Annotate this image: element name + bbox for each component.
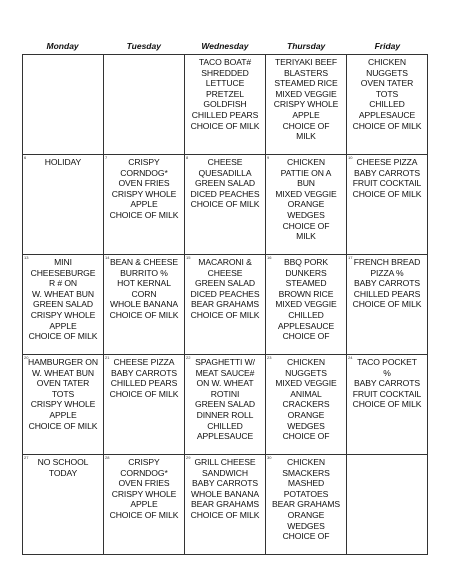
menu-item-line: APPLE — [49, 409, 77, 420]
menu-item-line: HOT KERNAL — [117, 278, 171, 289]
menu-item-line: OVEN TATER — [36, 378, 90, 389]
day-cell — [185, 355, 266, 455]
day-number: 16 — [267, 255, 272, 260]
menu-item-line: CRACKERS — [282, 399, 330, 410]
day-cell — [23, 255, 104, 355]
menu-item-line: HAMBURGER ON — [28, 357, 98, 367]
menu-item-line: CHOICE OF MILK — [109, 209, 179, 220]
day-number: 22 — [186, 355, 191, 360]
menu-item-line: APPLESAUCE — [277, 320, 335, 331]
menu-item-line: GREEN SALAD — [194, 178, 256, 189]
day-number: 13 — [24, 255, 29, 260]
menu-item-line: ORANGE — [287, 509, 325, 520]
day-cell — [104, 55, 185, 155]
menu-item-line: WHOLE BANANA — [190, 488, 260, 499]
menu-item-line: CHILLED — [288, 309, 324, 320]
menu-item-line: BABY CARROTS — [192, 478, 258, 489]
lunch-menu-calendar — [22, 38, 428, 555]
menu-item-line: MINI — [54, 257, 72, 267]
menu-item-line: CHILLED PEARS — [110, 378, 178, 389]
menu-item-line: CHICKEN — [287, 357, 325, 367]
menu-item-line: CHOICE OF MILK — [352, 299, 422, 310]
menu-item-line: W. WHEAT BUN — [32, 288, 94, 299]
day-cell — [185, 255, 266, 355]
menu-item-line: OVEN FRIES — [118, 178, 170, 189]
menu-item-line: ROTINI — [210, 388, 240, 399]
menu-item-line: CHOICE OF MILK — [190, 309, 260, 320]
day-cell — [104, 455, 185, 555]
menu-item-line: CHOICE OF MILK — [109, 509, 179, 520]
menu-item-line: DICED PEACHES — [190, 288, 260, 299]
menu-item-line: BROWN RICE — [278, 288, 334, 299]
menu-item-line: POTATOES — [283, 488, 329, 499]
menu-item-line: CHOICE OF MILK — [28, 420, 98, 431]
menu-item-line: BABY CARROTS — [354, 167, 420, 178]
menu-item-line: SANDWICH — [202, 467, 248, 478]
menu-item-line: MILK — [296, 231, 316, 242]
menu-item-line: CHOICE OF — [282, 220, 330, 231]
menu-item-line: BABY CARROTS — [354, 378, 420, 389]
menu-item-line: APPLE — [292, 109, 320, 120]
menu-item-line: CHOICE OF MILK — [190, 199, 260, 210]
menu-item-line: HOLIDAY — [44, 157, 82, 167]
menu-item-line: STEAMED — [285, 278, 327, 289]
menu-item-line: CHEESE — [207, 157, 243, 167]
day-cell — [347, 55, 428, 155]
menu-item-line: WEDGES — [287, 209, 325, 220]
day-number: 9 — [267, 155, 270, 160]
menu-items — [105, 457, 183, 521]
menu-item-line: CHOICE OF — [282, 120, 330, 131]
menu-item-line: SPAGHETTI W/ — [195, 357, 255, 367]
week-row — [23, 455, 428, 555]
day-number: 17 — [348, 255, 353, 260]
menu-items — [348, 157, 426, 199]
menu-item-line: CHILLED — [207, 420, 243, 431]
menu-item-line: CRISPY — [128, 157, 160, 167]
day-number: 10 — [348, 155, 353, 160]
menu-item-line: TOTS — [375, 88, 399, 99]
day-cell — [104, 255, 185, 355]
menu-items — [105, 357, 183, 399]
menu-item-line: GOLDFISH — [203, 99, 247, 110]
menu-item-line: CRISPY WHOLE — [30, 399, 96, 410]
menu-item-line: BBQ PORK — [283, 257, 329, 267]
calendar-grid — [22, 54, 428, 555]
day-cell — [23, 155, 104, 255]
menu-item-line: APPLE — [49, 320, 77, 331]
menu-items — [348, 357, 426, 410]
menu-item-line: MILK — [296, 131, 316, 142]
menu-item-line: BLASTERS — [283, 67, 329, 78]
day-number: 23 — [267, 355, 272, 360]
menu-item-line: TERIYAKI BEEF — [274, 57, 338, 67]
day-cell — [347, 455, 428, 555]
menu-item-line: OVEN FRIES — [118, 478, 170, 489]
menu-item-line: TODAY — [48, 467, 78, 478]
menu-item-line: CHOICE OF — [282, 431, 330, 442]
menu-item-line: CHEESEBURGE — [30, 267, 96, 278]
menu-item-line: ON W. WHEAT — [196, 378, 254, 389]
menu-item-line: % — [383, 367, 391, 378]
day-number: 15 — [186, 255, 191, 260]
menu-item-line: MASHED — [287, 478, 325, 489]
menu-item-line: NUGGETS — [366, 67, 408, 78]
menu-item-line: CHOICE OF MILK — [190, 509, 260, 520]
menu-item-line: CRISPY — [128, 457, 160, 467]
menu-item-line: MIXED VEGGIE — [275, 188, 337, 199]
menu-item-line: CRISPY WHOLE — [273, 99, 339, 110]
menu-items — [24, 357, 102, 431]
menu-items — [105, 157, 183, 221]
day-cell — [266, 155, 347, 255]
menu-item-line: WHOLE BANANA — [109, 299, 179, 310]
menu-item-line: OVEN TATER — [360, 78, 414, 89]
menu-item-line: CRISPY WHOLE — [30, 309, 96, 320]
menu-item-line: CHOICE OF MILK — [190, 120, 260, 131]
menu-item-line: GRILL CHEESE — [194, 457, 256, 467]
menu-item-line: CHICKEN — [368, 57, 406, 67]
day-number: 6 — [24, 155, 27, 160]
weekday-header-row — [22, 38, 428, 54]
day-number: 24 — [348, 355, 353, 360]
day-cell — [185, 55, 266, 155]
menu-item-line: CHOICE OF — [282, 531, 330, 542]
day-cell — [266, 355, 347, 455]
menu-item-line: MIXED VEGGIE — [275, 378, 337, 389]
menu-item-line: CHICKEN — [287, 157, 325, 167]
menu-items — [186, 57, 264, 131]
menu-item-line: APPLE — [130, 199, 158, 210]
header-monday: Monday — [46, 41, 79, 51]
day-number: 30 — [267, 455, 272, 460]
menu-item-line: DICED PEACHES — [190, 188, 260, 199]
menu-item-line: NO SCHOOL — [37, 457, 89, 467]
menu-items — [267, 157, 345, 242]
menu-items — [186, 457, 264, 521]
menu-item-line: BEAR GRAHAMS — [271, 499, 341, 510]
menu-item-line: PATTIE ON A — [280, 167, 332, 178]
menu-item-line: CRISPY WHOLE — [111, 188, 177, 199]
menu-item-line: BEAR GRAHAMS — [190, 499, 260, 510]
menu-item-line: GREEN SALAD — [194, 399, 256, 410]
menu-item-line: FRENCH BREAD — [353, 257, 421, 267]
menu-item-line: CHICKEN — [287, 457, 325, 467]
day-number: 21 — [105, 355, 110, 360]
menu-item-line: R # ON — [48, 278, 78, 289]
menu-item-line: GREEN SALAD — [194, 278, 256, 289]
menu-item-line: STEAMED RICE — [274, 78, 338, 89]
menu-item-line: DINNER ROLL — [196, 409, 254, 420]
day-cell — [23, 355, 104, 455]
menu-items — [105, 257, 183, 321]
day-number: 7 — [105, 155, 108, 160]
menu-items — [24, 157, 102, 168]
menu-item-line: MEAT SAUCE# — [195, 367, 255, 378]
menu-items — [24, 457, 102, 478]
menu-item-line: CHEESE PIZZA — [113, 357, 175, 367]
menu-items — [348, 57, 426, 131]
menu-items — [267, 457, 345, 542]
day-cell — [185, 455, 266, 555]
menu-item-line: QUESADILLA — [198, 167, 252, 178]
menu-item-line: APPLE — [130, 499, 158, 510]
menu-item-line: GREEN SALAD — [32, 299, 94, 310]
day-cell — [347, 155, 428, 255]
menu-item-line: APPLESAUCE — [196, 431, 254, 442]
day-cell — [266, 55, 347, 155]
menu-items — [24, 257, 102, 342]
week-row — [23, 355, 428, 455]
menu-item-line: CHILLED — [369, 99, 405, 110]
day-cell — [347, 355, 428, 455]
day-number: 27 — [24, 455, 29, 460]
menu-item-line: ANIMAL — [290, 388, 322, 399]
day-number: 14 — [105, 255, 110, 260]
header-tuesday: Tuesday — [126, 41, 161, 51]
menu-item-line: CHOICE OF MILK — [352, 120, 422, 131]
menu-item-line: TACO BOAT# — [198, 57, 252, 67]
menu-item-line: BUN — [297, 178, 315, 189]
day-cell — [266, 455, 347, 555]
day-cell — [104, 155, 185, 255]
menu-item-line: W. WHEAT BUN — [32, 367, 94, 378]
day-number: 20 — [24, 355, 29, 360]
header-thursday: Thursday — [287, 41, 326, 51]
menu-item-line: CRISPY WHOLE — [111, 488, 177, 499]
menu-item-line: CORNDOG* — [120, 167, 168, 178]
day-number: 28 — [105, 455, 110, 460]
menu-items — [186, 157, 264, 210]
menu-item-line: BEAN & CHEESE — [110, 257, 178, 267]
menu-item-line: SHREDDED — [201, 67, 249, 78]
menu-item-line: CHOICE OF MILK — [352, 399, 422, 410]
day-cell — [104, 355, 185, 455]
menu-items — [348, 257, 426, 310]
menu-item-line: CHOICE OF MILK — [109, 388, 179, 399]
week-row — [23, 155, 428, 255]
menu-item-line: CHILLED PEARS — [353, 288, 421, 299]
menu-item-line: MIXED VEGGIE — [275, 88, 337, 99]
menu-items — [267, 57, 345, 142]
menu-item-line: BABY CARROTS — [111, 367, 177, 378]
menu-item-line: BURRITO % — [120, 267, 168, 278]
menu-items — [267, 257, 345, 342]
menu-item-line: ORANGE — [287, 409, 325, 420]
day-cell — [347, 255, 428, 355]
header-wednesday: Wednesday — [201, 41, 249, 51]
day-number: 29 — [186, 455, 191, 460]
menu-item-line: CHOICE OF MILK — [28, 331, 98, 342]
menu-item-line: DUNKERS — [285, 267, 327, 278]
menu-item-line: CORN — [131, 288, 157, 299]
week-row — [23, 255, 428, 355]
menu-item-line: PIZZA % — [370, 267, 404, 278]
day-cell — [23, 55, 104, 155]
menu-items — [186, 257, 264, 321]
menu-item-line: CHEESE — [207, 267, 243, 278]
menu-item-line: CHOICE OF MILK — [352, 188, 422, 199]
menu-item-line: SMACKERS — [282, 467, 330, 478]
menu-item-line: APPLESAUCE — [358, 109, 416, 120]
header-friday: Friday — [374, 41, 401, 51]
menu-item-line: FRUIT COCKTAIL — [352, 388, 422, 399]
menu-item-line: CHOICE OF MILK — [109, 309, 179, 320]
day-cell — [266, 255, 347, 355]
menu-item-line: WEDGES — [287, 520, 325, 531]
day-number: 8 — [186, 155, 189, 160]
menu-item-line: FRUIT COCKTAIL — [352, 178, 422, 189]
menu-item-line: PRETZEL — [206, 88, 244, 99]
menu-item-line: BEAR GRAHAMS — [190, 299, 260, 310]
day-cell — [185, 155, 266, 255]
day-cell — [23, 455, 104, 555]
menu-item-line: MIXED VEGGIE — [275, 299, 337, 310]
menu-items — [186, 357, 264, 442]
menu-item-line: BABY CARROTS — [354, 278, 420, 289]
menu-item-line: MACARONI & — [198, 257, 252, 267]
week-row — [23, 55, 428, 155]
menu-item-line: LETTUCE — [205, 78, 245, 89]
menu-item-line: NUGGETS — [285, 367, 327, 378]
menu-item-line: WEDGES — [287, 420, 325, 431]
menu-item-line: ORANGE — [287, 199, 325, 210]
menu-item-line: TACO POCKET — [357, 357, 417, 367]
menu-item-line: TOTS — [51, 388, 75, 399]
menu-item-line: CHOICE OF — [282, 331, 330, 342]
menu-item-line: CHILLED PEARS — [191, 109, 259, 120]
menu-items — [267, 357, 345, 442]
menu-item-line: CHEESE PIZZA — [356, 157, 418, 167]
menu-item-line: CORNDOG* — [120, 467, 168, 478]
